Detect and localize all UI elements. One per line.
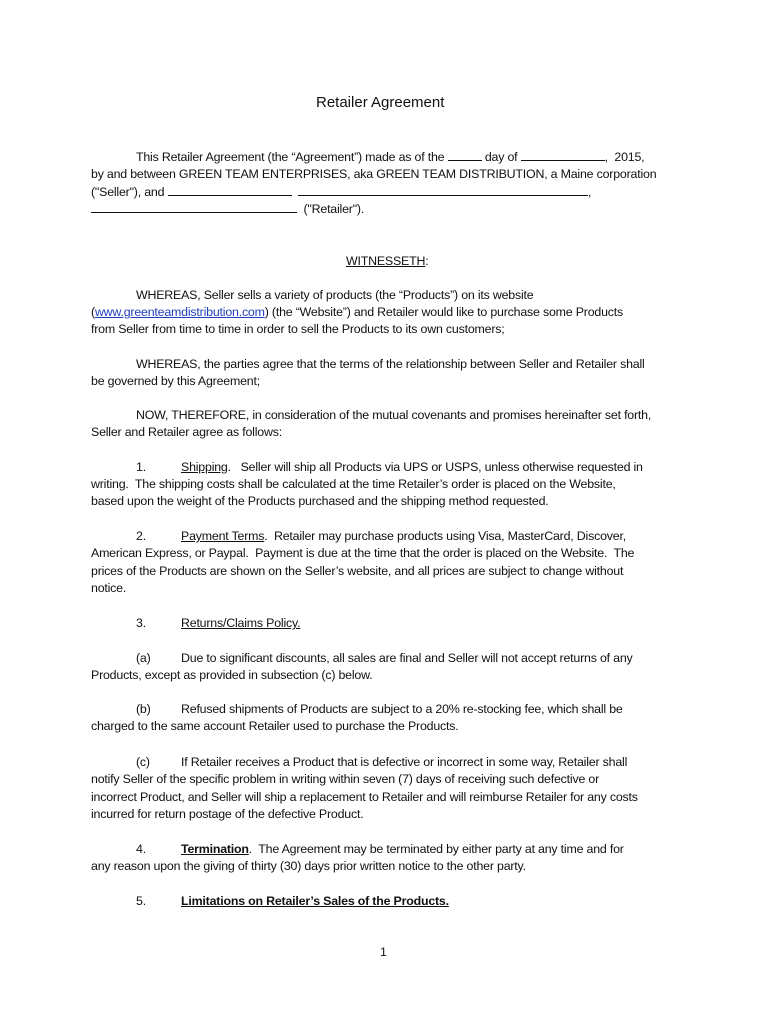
month-blank	[521, 149, 605, 161]
section-1-line-2: writing. The shipping costs shall be calculated at the time Retailer’s order is placed on the Website,	[91, 477, 616, 491]
page-number: 1	[380, 945, 387, 959]
section-3-heading: Returns/Claims Policy.	[181, 616, 301, 630]
whereas2-line-1: WHEREAS, the parties agree that the terms of the relationship between Seller and Retailer shall	[136, 357, 645, 371]
intro-line-3	[91, 184, 591, 200]
subsection-a-line-1: Due to significant discounts, all sales are final and Seller will not accept returns of any	[181, 651, 633, 665]
witnesseth-text: WITNESSETH	[346, 254, 426, 268]
intro-line-4	[91, 201, 364, 217]
whereas1-text: ) (the “Website”) and Retailer would like to purchase some Products	[264, 305, 624, 319]
section-1-text: . Seller will ship all Products via UPS or USPS, unless otherwise requested in	[227, 460, 643, 474]
retailer-address-blank	[91, 201, 297, 213]
intro-text: , 2015,	[604, 150, 645, 164]
subsection-c-line-3: incorrect Product, and Seller will ship a replacement to Retailer and will reimburse Retailer for any costs	[91, 790, 638, 804]
section-4-line-1	[181, 841, 624, 857]
website-link[interactable]: www.greenteamdistribution.com	[94, 305, 265, 319]
intro-text: day of	[484, 150, 518, 164]
section-2-number: 2.	[136, 529, 146, 543]
witnesseth-colon: :	[425, 254, 429, 268]
subsection-a-label: (a)	[136, 651, 151, 665]
section-2-heading: Payment Terms	[181, 529, 265, 543]
subsection-b-line-2: charged to the same account Retailer used to purchase the Products.	[91, 719, 459, 733]
now-line-2: Seller and Retailer agree as follows:	[91, 425, 282, 439]
section-1-line-1	[181, 459, 643, 475]
day-blank	[448, 149, 482, 161]
whereas1-line-2	[91, 304, 623, 320]
section-4-text: . The Agreement may be terminated by either party at any time and for	[248, 842, 624, 856]
retailer-desc-blank	[298, 184, 588, 196]
intro-line-2: by and between GREEN TEAM ENTERPRISES, aka GREEN TEAM DISTRIBUTION, a Maine corporation	[91, 167, 657, 181]
page-title: Retailer Agreement	[316, 94, 445, 111]
intro-text: ("Retailer").	[303, 202, 365, 216]
whereas1-line-3: from Seller from time to time in order to sell the Products to its own customers;	[91, 322, 505, 336]
intro-text: This Retailer Agreement (the “Agreement”) made as of the	[136, 150, 445, 164]
intro-text: ("Seller"), and	[91, 185, 165, 199]
retailer-name-blank	[168, 184, 292, 196]
section-4-number: 4.	[136, 842, 146, 856]
subsection-b-line-1: Refused shipments of Products are subject to a 20% re-stocking fee, which shall be	[181, 702, 623, 716]
section-1-heading: Shipping	[181, 460, 228, 474]
section-2-line-1	[181, 528, 626, 544]
subsection-c-line-1: If Retailer receives a Product that is defective or incorrect in some way, Retailer shall	[181, 755, 628, 769]
section-4-line-2: any reason upon the giving of thirty (30) days prior written notice to the other party.	[91, 859, 526, 873]
whereas1-line-1: WHEREAS, Seller sells a variety of products (the “Products”) on its website	[136, 288, 534, 302]
subsection-b-label: (b)	[136, 702, 151, 716]
section-2-text: . Retailer may purchase products using Visa, MasterCard, Discover,	[264, 529, 626, 543]
subsection-c-line-2: notify Seller of the specific problem in writing within seven (7) days of receiving such defective or	[91, 772, 600, 786]
section-1-line-3: based upon the weight of the Products purchased and the shipping method requested.	[91, 494, 549, 508]
intro-text: ,	[588, 185, 592, 199]
subsection-a-line-2: Products, except as provided in subsection (c) below.	[91, 668, 373, 682]
intro-line-1	[136, 149, 644, 165]
section-2-line-4: notice.	[91, 581, 127, 595]
subsection-c-label: (c)	[136, 755, 150, 769]
section-4-heading: Termination	[181, 842, 249, 856]
section-5-heading: Limitations on Retailer’s Sales of the Products.	[181, 894, 449, 908]
section-5-number: 5.	[136, 894, 146, 908]
now-line-1: NOW, THEREFORE, in consideration of the mutual covenants and promises hereinafter set forth,	[136, 408, 652, 422]
section-1-number: 1.	[136, 460, 146, 474]
subsection-c-line-4: incurred for return postage of the defective Product.	[91, 807, 364, 821]
whereas2-line-2: be governed by this Agreement;	[91, 374, 260, 388]
section-2-line-3: prices of the Products are shown on the Seller’s website, and all prices are subject to change without	[91, 564, 624, 578]
section-2-line-2: American Express, or Paypal. Payment is due at the time that the order is placed on the Website. The	[91, 546, 635, 560]
paren: (	[91, 305, 95, 319]
witnesseth-heading	[346, 253, 428, 269]
section-3-number: 3.	[136, 616, 146, 630]
